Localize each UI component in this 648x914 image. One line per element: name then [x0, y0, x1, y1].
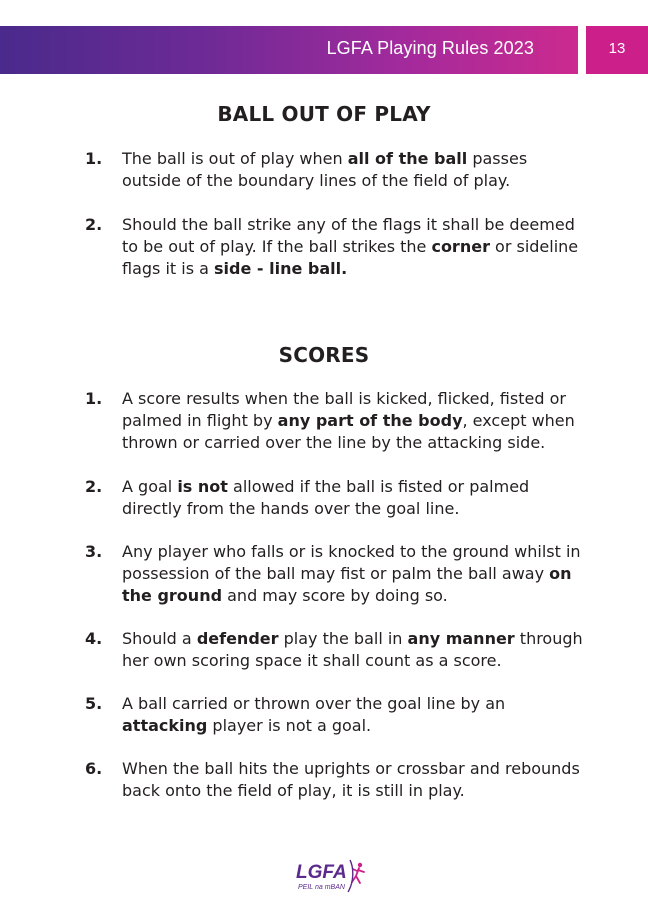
rule-text-emphasis: is not — [177, 477, 228, 496]
rule-number: 1. — [85, 149, 103, 168]
rule-text-segment: play the ball in — [278, 629, 408, 648]
rule-number: 6. — [85, 759, 103, 778]
rule-text-segment: Should the ball strike any of the flags it shall be deemed to be out of play. If the ball strikes the — [122, 215, 575, 256]
rule-text-emphasis: all of the ball — [347, 149, 468, 168]
rule-text-segment: A goal — [122, 477, 178, 496]
rule-text-segment: A ball carried or thrown over the goal line by an — [122, 694, 506, 713]
rule-text-segment: and may score by doing so. — [222, 586, 448, 605]
rule-text — [122, 477, 529, 518]
rule-list-scores — [0, 388, 648, 802]
rule-text-emphasis: attacking — [122, 716, 208, 735]
rule-text — [122, 694, 505, 735]
rule-item — [0, 214, 648, 280]
rule-text-segment: , except when thrown or carried over the line by the attacking side. — [122, 411, 575, 452]
rule-item — [0, 148, 648, 192]
rule-number: 1. — [85, 389, 103, 408]
section-title-ball-out-of-play: BALL OUT OF PLAY — [217, 102, 431, 126]
page-number-box — [586, 26, 648, 74]
rule-text-segment: Any player who falls or is knocked to the ground whilst in possession of the ball may fist or palm the ball away — [122, 542, 581, 583]
rule-item — [0, 693, 648, 737]
rule-text-emphasis: any part of the body — [277, 411, 463, 430]
rule-text-segment: through her own scoring space it shall count as a score. — [122, 629, 583, 670]
rule-text-segment: A score results when the ball is kicked, flicked, fisted or palmed in flight by — [122, 389, 566, 430]
rule-number: 2. — [85, 215, 103, 234]
rule-item — [0, 628, 648, 672]
rule-text — [122, 542, 581, 605]
rule-item — [0, 541, 648, 607]
rule-text-emphasis: side - line ball. — [214, 259, 348, 278]
rule-text-segment: passes outside of the boundary lines of the field of play. — [122, 149, 528, 190]
rule-text — [122, 629, 583, 670]
rule-number: 2. — [85, 477, 103, 496]
rule-text-emphasis: on the ground — [122, 564, 572, 605]
rule-text-segment: When the ball hits the uprights or crossbar and rebounds back onto the field of play, it is still in play. — [122, 759, 580, 800]
rule-text-segment: allowed if the ball is fisted or palmed directly from the hands over the goal line. — [122, 477, 530, 518]
rule-text — [122, 149, 527, 190]
rule-item — [0, 476, 648, 520]
rule-text — [122, 215, 578, 278]
header-title: LGFA Playing Rules 2023 — [326, 38, 534, 58]
rule-text — [122, 389, 575, 452]
rule-item — [0, 388, 648, 454]
rule-number: 5. — [85, 694, 103, 713]
rule-list-ball-out-of-play — [0, 148, 648, 280]
rule-text-emphasis: defender — [196, 629, 279, 648]
page-number: 13 — [608, 40, 626, 57]
rule-item — [0, 758, 648, 802]
logo-text: LGFA — [296, 862, 347, 883]
rule-text-segment: Should a — [122, 629, 197, 648]
rule-text — [122, 759, 580, 800]
logo-subtext: PEIL na mBAN — [298, 884, 345, 891]
rule-text-segment: or sideline flags it is a — [122, 237, 579, 278]
rule-number: 4. — [85, 629, 103, 648]
rule-text-emphasis: any manner — [407, 629, 515, 648]
rule-number: 3. — [85, 542, 103, 561]
section-title-scores: SCORES — [278, 343, 370, 367]
rule-text-segment: player is not a goal. — [207, 716, 372, 735]
lgfa-logo — [294, 856, 374, 896]
rule-text-segment: The ball is out of play when — [122, 149, 348, 168]
header-band — [0, 26, 578, 74]
rule-text-emphasis: corner — [431, 237, 490, 256]
runner-figure-icon — [348, 860, 364, 892]
